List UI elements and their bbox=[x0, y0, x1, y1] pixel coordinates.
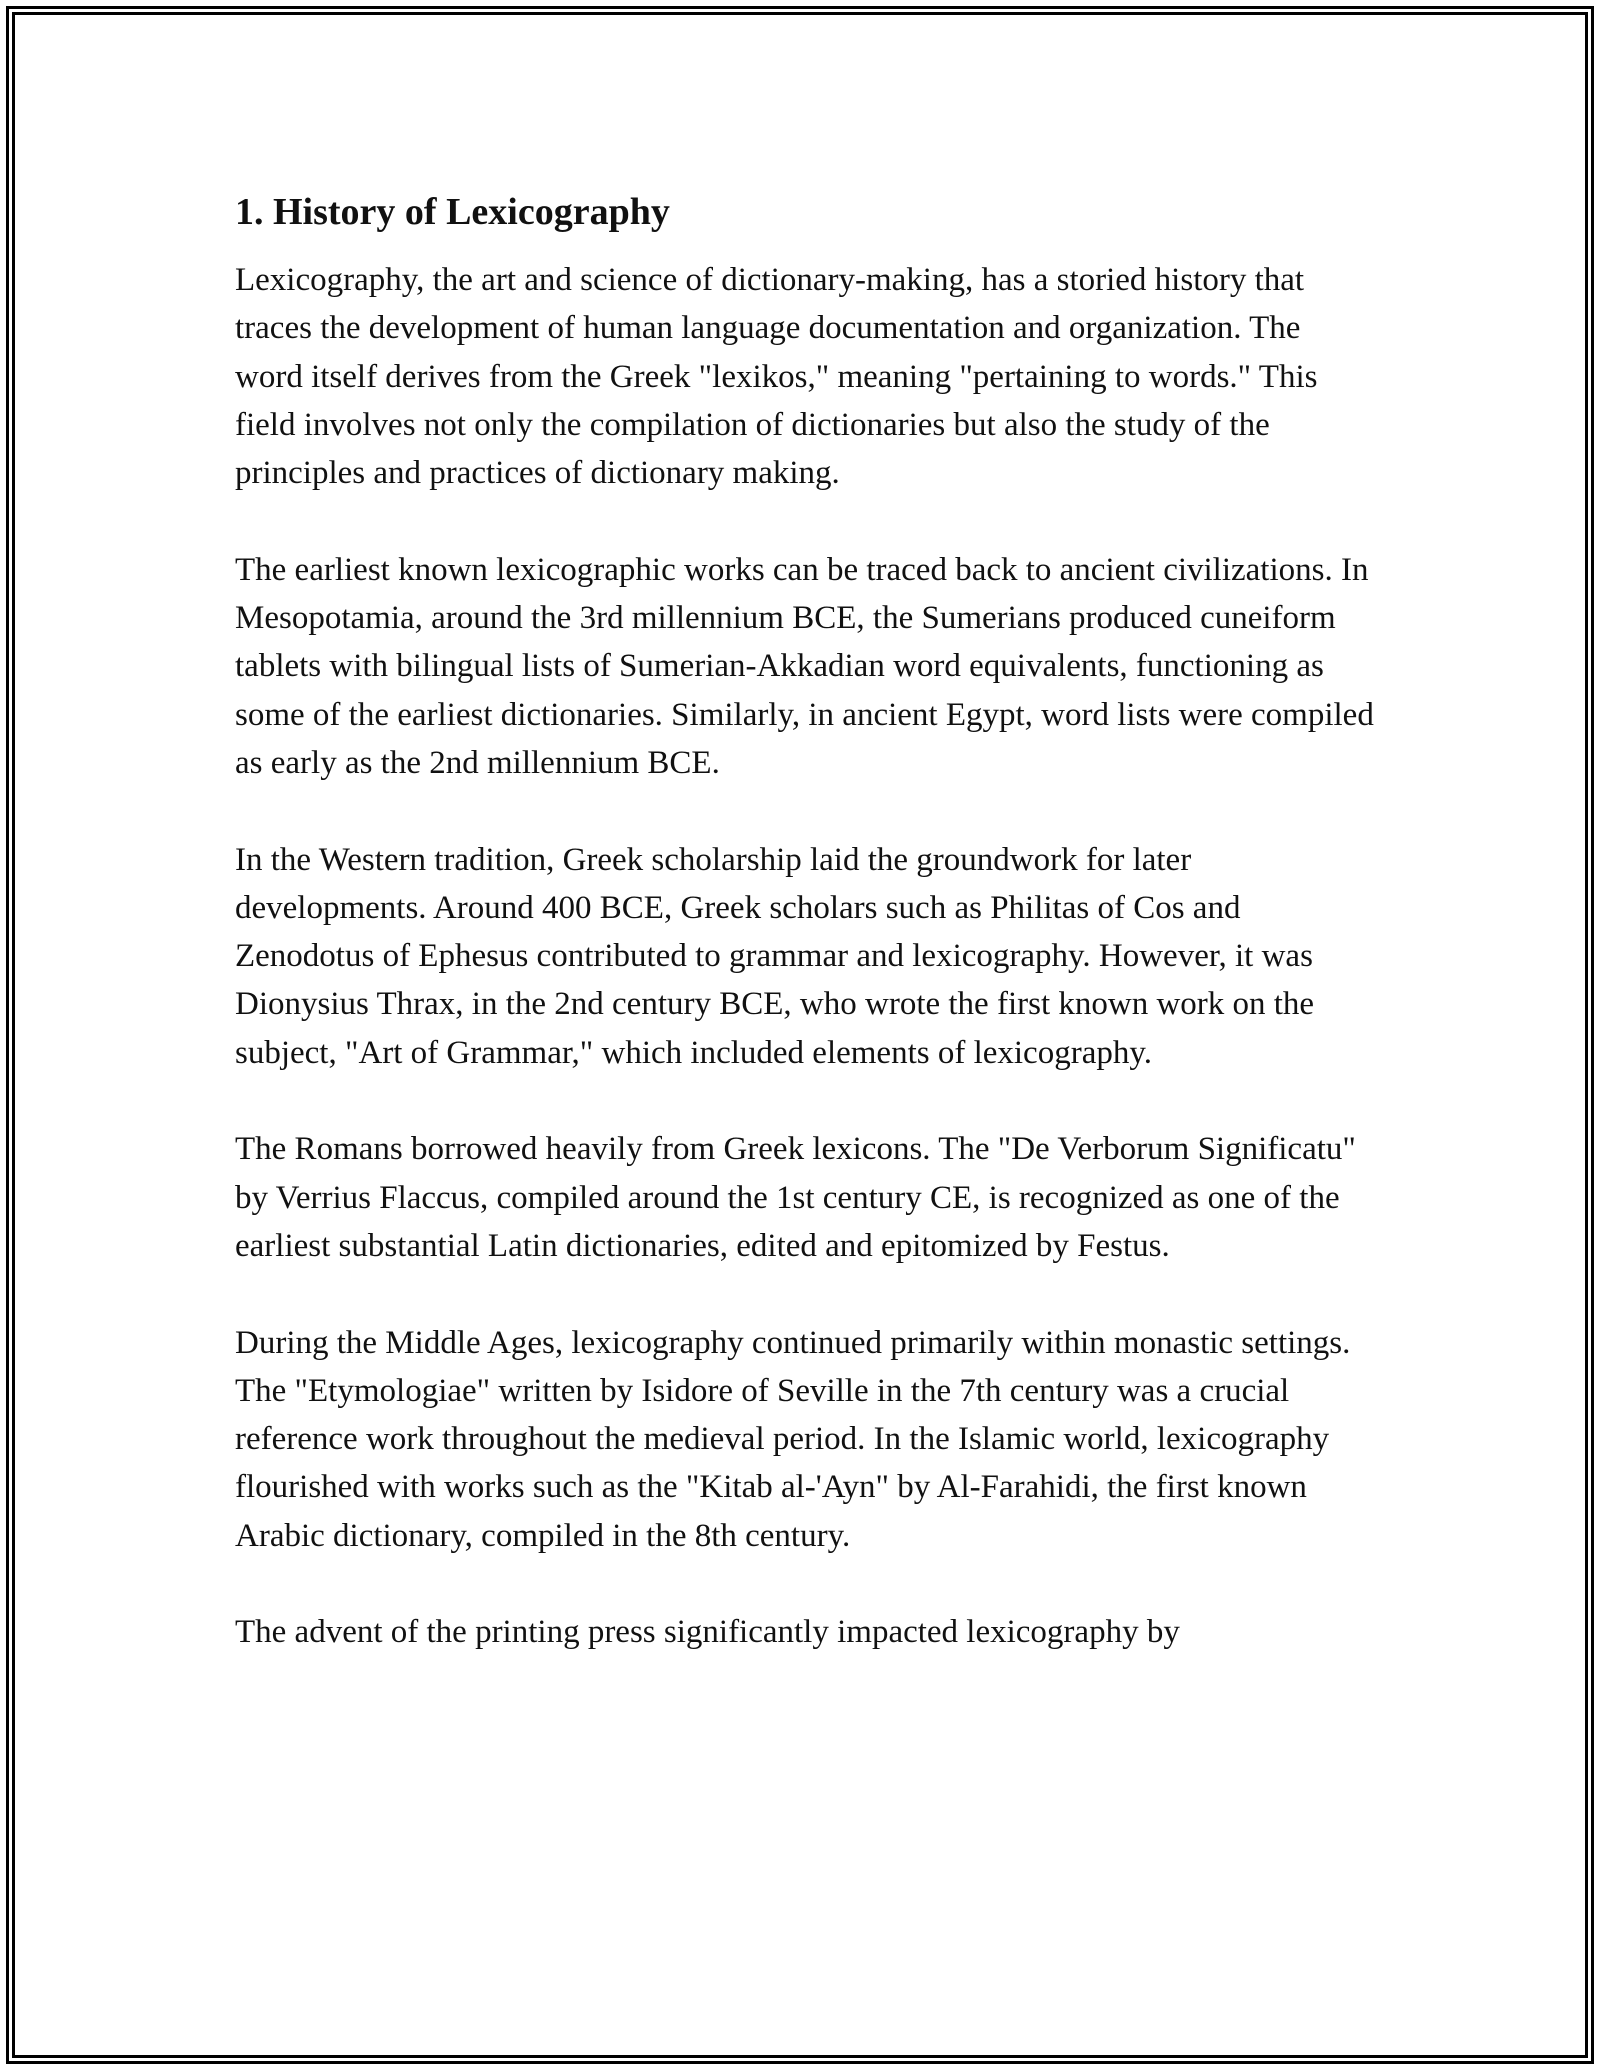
paragraph-definition: Lexicography, the art and science of dictionary-making, has a storied history that traces the development of human language documentation and organization. The word itself derives from the Greek "lexikos," meaning "pertaining to words." This field involves not only the compilation of dictionaries but also the study of the principles and practices of dictionary making. bbox=[235, 262, 1318, 492]
paragraph-greek-scholarship: In the Western tradition, Greek scholarship laid the groundwork for later developments. Around 400 BCE, Greek scholars such as Philitas of Cos and Zenodotus of Ephesus contributed to grammar and lexicography. However, it was Dionysius Thrax, in the 2nd century BCE, who wrote the first known work on the subject, "Art of Grammar," which included elements of lexicography. bbox=[235, 841, 1315, 1071]
section-heading: 1. History of Lexicography bbox=[235, 191, 670, 233]
paragraph-ancient-civilizations: The earliest known lexicographic works can be traced back to ancient civilizations. In Mesopotamia, around the 3rd millennium BCE, the Sumerians produced cuneiform tablets with bilingual lists of Sumerian-Akkadian word equivalents, functioning as some of the earliest dictionaries. Similarly, in ancient Egypt, word lists were compiled as early as the 2nd millennium BCE. bbox=[235, 551, 1374, 781]
paragraph-roman-lexicons: The Romans borrowed heavily from Greek lexicons. The "De Verborum Significatu" by Verrius Flaccus, compiled around the 1st century CE, is recognized as one of the earliest substantial Latin dictionaries, edited and epitomized by Festus. bbox=[235, 1131, 1356, 1264]
paragraph-printing-press: The advent of the printing press significantly impacted lexicography by bbox=[235, 1614, 1180, 1651]
document-body bbox=[235, 186, 1375, 1705]
paragraph-middle-ages: During the Middle Ages, lexicography continued primarily within monastic settings. The "Etymologiae" written by Isidore of Seville in the 7th century was a crucial reference work throughout the medieval period. In the Islamic world, lexicography flourished with works such as the "Kitab al-'Ayn" by Al-Farahidi, the first known Arabic dictionary, compiled in the 8th century. bbox=[235, 1324, 1351, 1554]
